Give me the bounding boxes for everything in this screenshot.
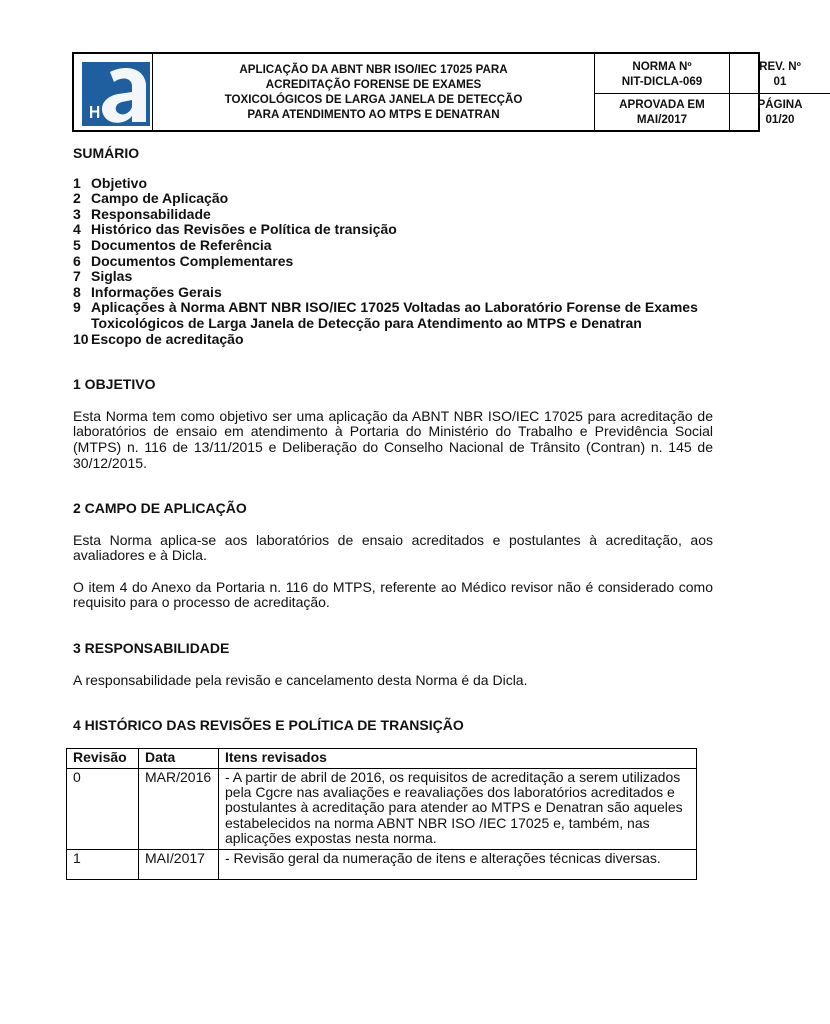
summary-item-text: Documentos de Referência: [91, 236, 272, 253]
table-row: [67, 849, 697, 879]
summary-item-number: 10: [73, 330, 89, 347]
approval-value: MAI/2017: [636, 113, 688, 126]
revision-history-table: [66, 748, 697, 880]
summary-item-text: Responsabilidade: [91, 205, 211, 222]
summary-list: [73, 176, 713, 348]
revision-label: REV. Nº: [759, 59, 801, 73]
cell-date: MAR/2016: [139, 768, 219, 849]
table-header-row: [67, 749, 697, 769]
summary-item[interactable]: [73, 332, 713, 348]
section-2-heading: 2 CAMPO DE APLICAÇÃO: [73, 500, 247, 517]
summary-item-number: 9: [73, 299, 81, 316]
page-label: PÁGINA: [757, 98, 803, 111]
title-line-3: TOXICOLÓGICOS DE LARGA JANELA DE DETECÇÃO: [224, 93, 523, 106]
title-line-2: ACREDITAÇÃO FORENSE DE EXAMES: [265, 78, 482, 91]
inmetro-logo: [82, 62, 150, 126]
summary-item-number: 4: [73, 221, 81, 238]
cell-revision: 0: [67, 768, 139, 849]
summary-item-text: Campo de Aplicação: [91, 190, 229, 207]
revision-value: 01: [773, 74, 787, 88]
cell-items: - A partir de abril de 2016, os requisitos de acreditação a serem utilizados pela Cgcre nas avaliações e reavaliações dos laboratórios acreditados e postulantes à acreditação para atender ao MTPS e Denatran são aqueles estabelecidos na norma ABNT NBR ISO /IEC 17025 e, também, nas aplicações expostas nesta norma.: [219, 768, 697, 849]
section-1-paragraph: Esta Norma tem como objetivo ser uma aplicação da ABNT NBR ISO/IEC 17025 para acreditação de laboratórios de ensaio em atendimento à Portaria do Ministério do Trabalho e Previdência Social (MTPS) n. 116 de 13/11/2015 e Deliberação do Conselho Nacional de Trânsito (Contran) n. 145 de 30/12/2015.: [73, 407, 713, 471]
summary-item-number: 8: [73, 283, 81, 300]
norma-value: NIT-DICLA-069: [621, 74, 703, 88]
title-line-4: PARA ATENDIMENTO AO MTPS E DENATRAN: [247, 108, 500, 121]
logo-cell: [74, 54, 153, 130]
summary-title: SUMÁRIO: [73, 145, 140, 161]
column-header-data: Data: [139, 749, 219, 769]
summary-item[interactable]: [73, 222, 713, 238]
cell-items: - Revisão geral da numeração de itens e alterações técnicas diversas.: [219, 849, 697, 879]
summary-item-text: Documentos Complementares: [91, 252, 294, 269]
document-header: [72, 52, 803, 132]
summary-item[interactable]: [73, 176, 713, 192]
document-title: [153, 54, 595, 130]
column-header-itens: Itens revisados: [219, 749, 697, 769]
summary-item-number: 7: [73, 268, 81, 285]
summary-item-number: 2: [73, 190, 81, 207]
section-3-heading: 3 RESPONSABILIDADE: [73, 640, 230, 657]
summary-item-text: Histórico das Revisões e Política de transição: [91, 221, 397, 238]
summary-item-number: 6: [73, 252, 81, 269]
summary-item-text: Siglas: [91, 268, 133, 285]
page-value: 01/20: [765, 113, 795, 126]
approval-cell: [595, 94, 730, 130]
revision-cell: [730, 54, 830, 94]
summary-item[interactable]: [73, 285, 713, 301]
norma-label: NORMA Nº: [632, 59, 692, 73]
summary-item[interactable]: [73, 191, 713, 207]
section-4-heading: 4 HISTÓRICO DAS REVISÕES E POLÍTICA DE TRANSIÇÃO: [73, 717, 464, 734]
approval-label: APROVADA EM: [619, 98, 705, 111]
column-header-revisao: Revisão: [67, 749, 139, 769]
summary-item-text: Informações Gerais: [91, 283, 222, 300]
summary-item-number: 1: [73, 174, 81, 191]
norma-cell: [595, 54, 730, 94]
summary-item-text: Escopo de acreditação: [91, 330, 244, 347]
section-2-paragraph-1: Esta Norma aplica-se aos laboratórios de ensaio acreditados e postulantes à acreditação, aos avaliadores e à Dicla.: [73, 531, 713, 564]
summary-item-text: Objetivo: [91, 174, 148, 191]
document-body: [73, 146, 713, 734]
summary-item[interactable]: [73, 254, 713, 270]
section-3-paragraph: A responsabilidade pela revisão e cancelamento desta Norma é da Dicla.: [73, 671, 528, 688]
table-row: [67, 768, 697, 849]
cell-date: MAI/2017: [139, 849, 219, 879]
summary-item-text: Aplicações à Norma ABNT NBR ISO/IEC 17025 Voltadas ao Laboratório Forense de Exames Toxicológicos de Larga Janela de Detecção para Atendimento ao MTPS e Denatran: [91, 299, 698, 331]
summary-item[interactable]: [73, 238, 713, 254]
section-1-heading: 1 OBJETIVO: [73, 376, 156, 393]
summary-item[interactable]: [73, 269, 713, 285]
summary-item[interactable]: [73, 207, 713, 223]
title-line-1: APLICAÇÃO DA ABNT NBR ISO/IEC 17025 PARA: [239, 63, 508, 76]
cell-revision: 1: [67, 849, 139, 879]
summary-item-number: 5: [73, 236, 81, 253]
summary-item[interactable]: [73, 300, 713, 331]
summary-item-number: 3: [73, 205, 81, 222]
page-cell: [730, 94, 830, 130]
section-2-paragraph-2: O item 4 do Anexo da Portaria n. 116 do MTPS, referente ao Médico revisor não é considerado como requisito para o processo de acreditação.: [73, 578, 713, 611]
